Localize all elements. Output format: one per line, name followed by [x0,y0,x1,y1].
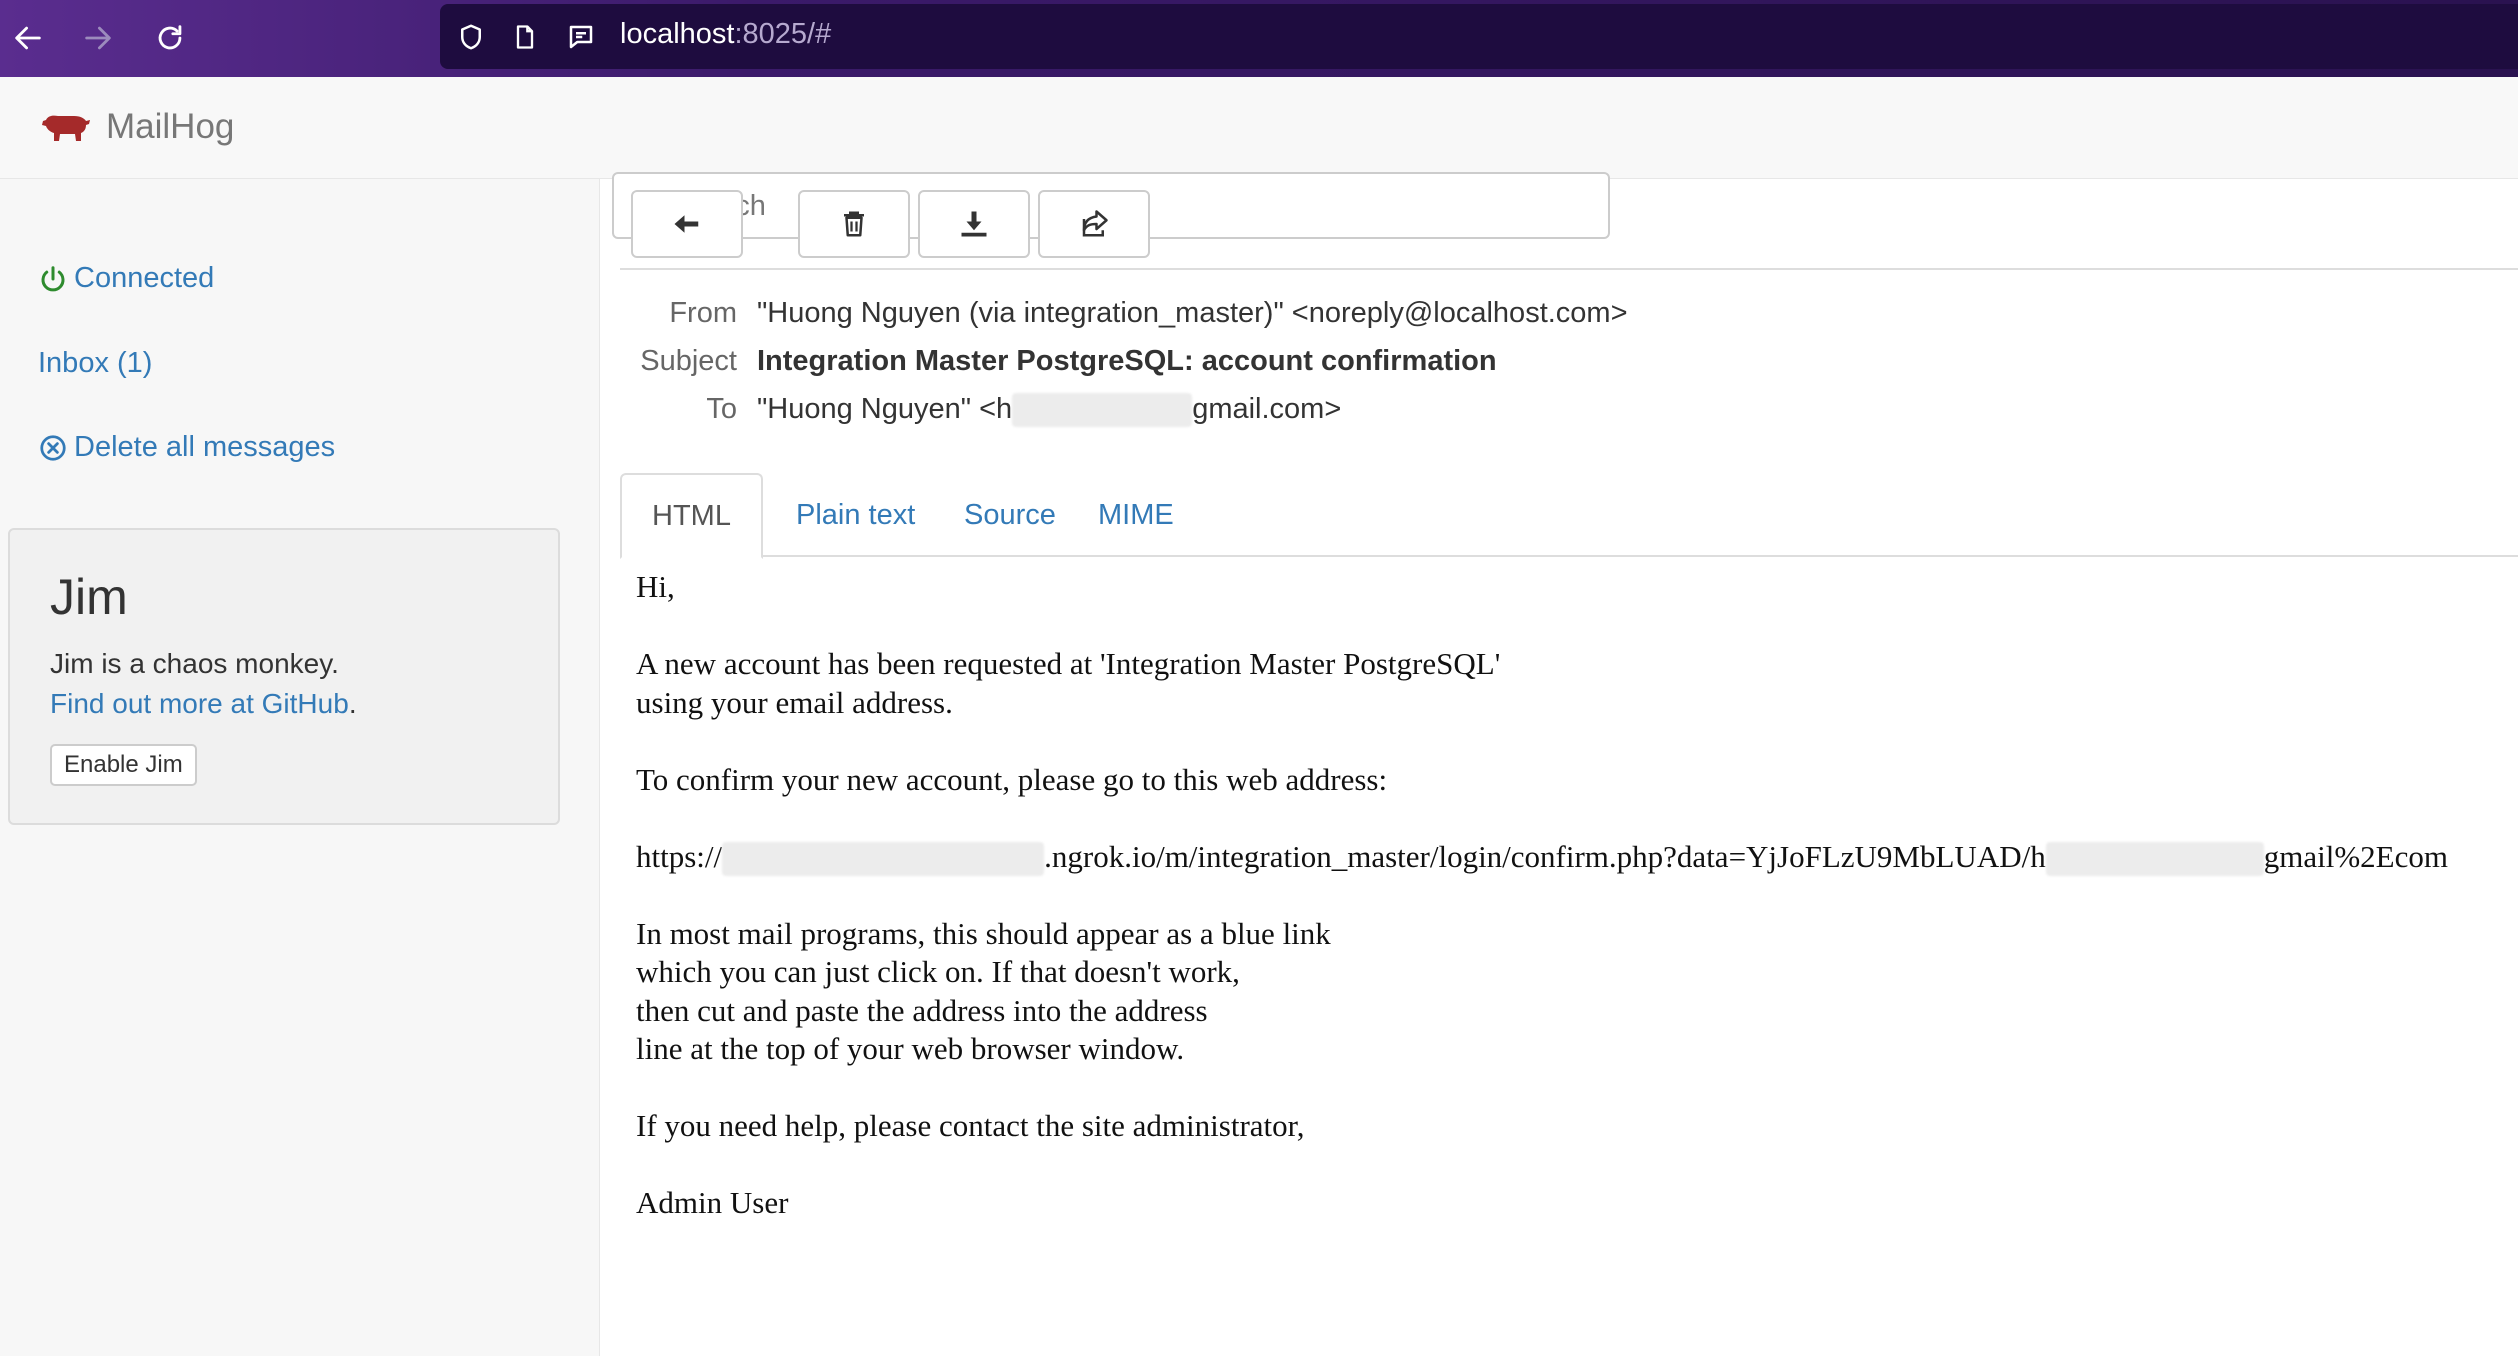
share-icon [1079,209,1109,239]
jim-desc-text: Jim is a chaos monkey. [50,648,339,679]
signature: Admin User [636,1185,789,1221]
subject-label: Subject [640,345,737,377]
download-button[interactable] [918,190,1030,258]
connected-label: Connected [74,262,215,294]
paragraph-request [636,645,2516,722]
para1-line2: using your email address. [636,684,953,720]
url-text[interactable] [620,18,831,51]
delete-all-label: Delete all messages [74,431,336,463]
app-name: MailHog [106,107,235,146]
url-path: :8025/# [734,18,832,50]
link-prefix: https:// [636,838,723,874]
back-arrow-icon[interactable] [4,14,52,62]
from-value: "Huong Nguyen (via integration_master)" <noreply@localhost.com> [757,297,1628,329]
inbox-label: Inbox (1) [38,347,153,379]
jim-description [50,644,357,724]
delete-all-link[interactable] [38,431,335,464]
jim-panel [8,528,560,825]
redacted-host [722,842,1044,876]
to-value [757,393,1341,433]
release-button[interactable] [1038,190,1150,258]
power-icon [38,264,68,294]
jim-github-link[interactable]: Find out more at GitHub [50,688,349,719]
url-host: localhost [620,18,735,50]
page-icon [508,20,542,54]
confirmation-link[interactable] [636,838,2516,877]
header-from [620,297,1628,337]
subject-value: Integration Master PostgreSQL: account confirmation [757,345,1497,377]
jim-link-suffix: . [348,688,357,719]
paragraph-confirm: To confirm your new account, please go to this web address: [636,761,1388,797]
link-middle: .ngrok.io/m/integration_master/login/confirm.php?data=YjJoFLzU9MbLUAD/h [1044,838,2046,874]
enable-jim-button[interactable]: Enable Jim [50,744,197,786]
trash-icon [839,209,869,239]
to-label: To [706,393,737,425]
paragraph-help: If you need help, please contact the site administrator, [636,1108,1305,1144]
app-header [0,77,2518,179]
reload-icon[interactable] [146,14,194,62]
back-button[interactable] [631,190,743,258]
connected-status [38,262,214,295]
view-tabs [620,473,2518,557]
remove-circle-icon [38,433,68,463]
toolbar-divider [620,268,2518,270]
para3-line4: line at the top of your web browser window. [636,1031,1185,1067]
forward-arrow-icon[interactable] [74,14,122,62]
link-suffix: gmail%2Ecom [2263,838,2448,874]
to-suffix: gmail.com> [1192,393,1342,425]
redacted-email [1012,393,1192,427]
tab-source[interactable]: Source [964,498,1056,531]
delete-message-button[interactable] [798,190,910,258]
tab-html[interactable]: HTML [620,473,763,559]
tab-mime[interactable]: MIME [1098,498,1174,531]
arrow-left-icon [672,209,702,239]
jim-title: Jim [50,569,128,625]
para3-line2: which you can just click on. If that doesn't work, [636,954,1240,990]
tab-plain-text[interactable]: Plain text [796,498,916,531]
to-prefix: "Huong Nguyen" <h [757,393,1013,425]
redacted-email-part [2046,842,2264,876]
shield-icon[interactable] [454,20,488,54]
inbox-link[interactable] [38,347,152,380]
para3-line3: then cut and paste the address into the address [636,992,1208,1028]
email-body [636,568,2516,1261]
mailhog-logo-icon [40,110,92,144]
header-to [620,393,1341,433]
download-icon [959,209,989,239]
greeting: Hi, [636,569,675,604]
address-bar[interactable] [440,4,2518,69]
from-label: From [669,297,737,329]
brand[interactable] [40,107,234,147]
header-subject [620,345,1497,385]
paragraph-instructions [636,915,2516,1069]
para3-line1: In most mail programs, this should appear as a blue link [636,915,1331,951]
para1-line1: A new account has been requested at 'Integration Master PostgreSQL' [636,646,1501,681]
browser-toolbar [0,0,2518,77]
reader-view-icon[interactable] [564,20,598,54]
